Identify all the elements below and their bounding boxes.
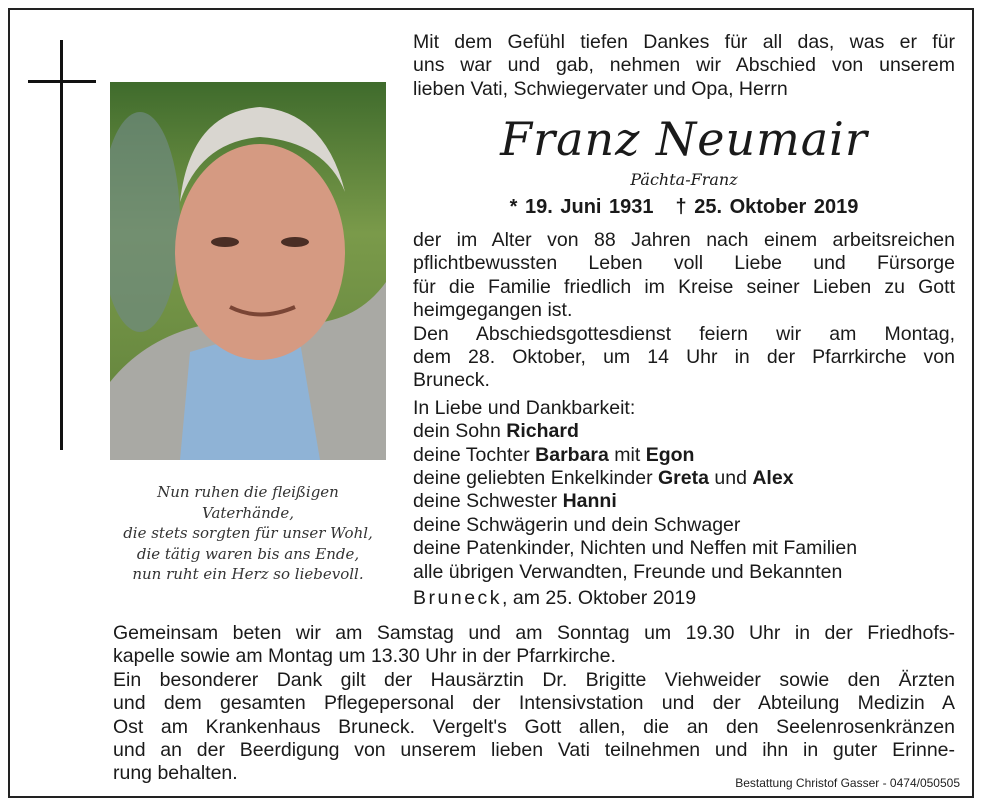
funeral-home-credit: Bestattung Christof Gasser - 0474/050505	[735, 776, 960, 790]
text-line: Den Abschiedsgottesdienst feiern wir am Montag,	[413, 322, 955, 345]
bottom-text	[113, 622, 955, 786]
text-line: der im Alter von 88 Jahren nach einem arbeitsreichen	[413, 229, 955, 251]
main-text	[413, 229, 955, 611]
family-line: dein Sohn Richard	[413, 420, 579, 443]
text-line: heimgegangen ist.	[413, 299, 573, 322]
deceased-name: Franz Neumair	[500, 112, 868, 166]
cross-icon	[60, 40, 63, 450]
death-date: † 25. Oktober 2019	[675, 196, 859, 218]
birth-date: * 19. Juni 1931	[509, 196, 654, 218]
family-line: deine Patenkinder, Nichten und Neffen mit Familien	[413, 537, 858, 560]
text-line: lieben Vati, Schwiegervater und Opa, Herrn	[413, 77, 788, 100]
place-date: Bruneck, am 25. Oktober 2019	[413, 587, 697, 610]
text-line: Gemeinsam beten wir am Samstag und am Sonntag um 19.30 Uhr in der Friedhofs-	[113, 622, 955, 644]
text-line: und an der Beerdigung von unserem lieben Vati teilnehmen und ihn in guter Erinne-	[113, 739, 955, 762]
family-line: deine Schwester Hanni	[413, 490, 617, 513]
family-line: deine Schwägerin und dein Schwager	[413, 513, 741, 536]
text-line: Mit dem Gefühl tiefen Dankes für all das, was er für	[413, 31, 955, 53]
text-line: und dem gesamten Pflegepersonal der Intensivstation und der Abteilung Medizin A	[113, 692, 955, 715]
text-line: dem 28. Oktober, um 14 Uhr in der Pfarrkirche von	[413, 346, 955, 369]
family-heading: In Liebe und Dankbarkeit:	[413, 396, 636, 419]
text-line: uns war und gab, nehmen wir Abschied von unserem	[413, 54, 955, 77]
text-line: für die Familie friedlich im Kreise seiner Lieben zu Gott	[413, 275, 955, 298]
poem-line: Vaterhände,	[202, 503, 294, 522]
family-line: deine geliebten Enkelkinder Greta und Alex	[413, 467, 794, 490]
text-line: pflichtbewussten Leben voll Liebe und Fürsorge	[413, 252, 955, 275]
poem-line: Nun ruhen die fleißigen	[157, 483, 339, 501]
poem-line: die tätig waren bis ans Ende,	[136, 544, 360, 563]
family-line: deine Tochter Barbara mit Egon	[413, 443, 695, 466]
cross-icon-bar	[28, 80, 96, 83]
life-dates	[413, 196, 955, 219]
portrait-photo	[110, 82, 386, 460]
poem-line: die stets sorgten für unser Wohl,	[123, 524, 373, 542]
poem	[110, 482, 386, 585]
text-line: kapelle sowie am Montag um 13.30 Uhr in der Pfarrkirche.	[113, 645, 616, 668]
text-line: Ost am Krankenhaus Bruneck. Vergelt's Gott allen, die an den Seelenrosenkränzen	[113, 715, 955, 738]
text-line: Ein besonderer Dank gilt der Hausärztin Dr. Brigitte Viehweider sowie den Ärzten	[113, 668, 955, 691]
nickname: Pächta-Franz	[630, 170, 738, 189]
intro-text	[413, 31, 955, 101]
family-line: alle übrigen Verwandten, Freunde und Bekannten	[413, 560, 843, 583]
text-line: rung behalten.	[113, 762, 238, 785]
text-line: Bruneck.	[413, 369, 490, 392]
poem-line: nun ruht ein Herz so liebevoll.	[132, 565, 364, 583]
